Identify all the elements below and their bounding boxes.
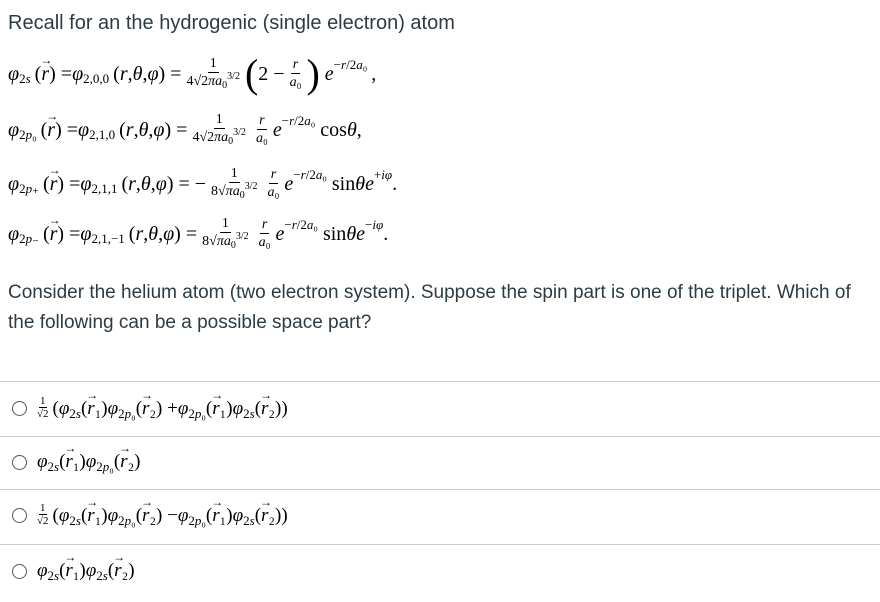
option-2[interactable]: φ 2s ( → r ₁) φ 2p₀ ( → r ₂) (12, 451, 141, 473)
question-text: Consider the helium atom (two electron system). Suppose the spin part is one of the triplet. Which of the following can be a possible space part? (8, 282, 851, 333)
equation-phi-2p-plus: φ 2p₊ ( → r ) = φ 2,1,1 ( r , θ , φ ) = − $\frac{1}{8√\pi a_0^{3/2}}$ $\frac{r}{\text{a₀}}$ e −r/2a₀ sin θ e +iφ . (8, 166, 397, 202)
radio-option-2[interactable] (12, 455, 27, 470)
option-4[interactable]: φ 2s ( → r ₁) φ 2s ( → r ₂) (12, 560, 135, 582)
option-1[interactable]: $\frac{1}{√2}$ ( φ 2s ( → r ₁) φ 2p₀ ( → r ₂) + φ 2p₀ ( → r ₁) φ 2s ( → r ₂)) (12, 396, 288, 421)
radio-option-4[interactable] (12, 564, 27, 579)
divider (0, 381, 880, 382)
equation-phi-2s: φ 2s ( → r ) = φ 2,0,0 ( r , θ , φ ) = $\frac{1}{4√2\pi a_0^{3/2}}$ ( 2 − $\frac{r}{\text{a₀}}$ ) e −r/2a₀ , (8, 54, 376, 94)
divider (0, 489, 880, 490)
equation-phi-2p-minus: φ 2p₋ ( → r ) = φ 2,1,−1 ( r , θ , φ ) = $\frac{1}{8√\pi a_0^{3/2}}$ $\frac{r}{\text{a₀}}$ e −r/2a₀ sin θ e −iφ . (8, 216, 388, 252)
equation-phi-2p0: φ 2p₀ ( → r ) = φ 2,1,0 ( r , θ , φ ) = $\frac{1}{4√2\pi a_0^{3/2}}$ $\frac{r}{\text{a₀}}$ e −r/2a₀ cos θ , (8, 112, 362, 148)
divider (0, 436, 880, 437)
option-3[interactable]: $\frac{1}{√2}$ ( φ 2s ( → r ₁) φ 2p₀ ( → r ₂) − φ 2p₀ ( → r ₁) φ 2s ( → r ₂)) (12, 503, 288, 528)
divider (0, 544, 880, 545)
intro-text: Recall for an the hydrogenic (single electron) atom (8, 12, 455, 34)
radio-option-1[interactable] (12, 401, 27, 416)
radio-option-3[interactable] (12, 508, 27, 523)
